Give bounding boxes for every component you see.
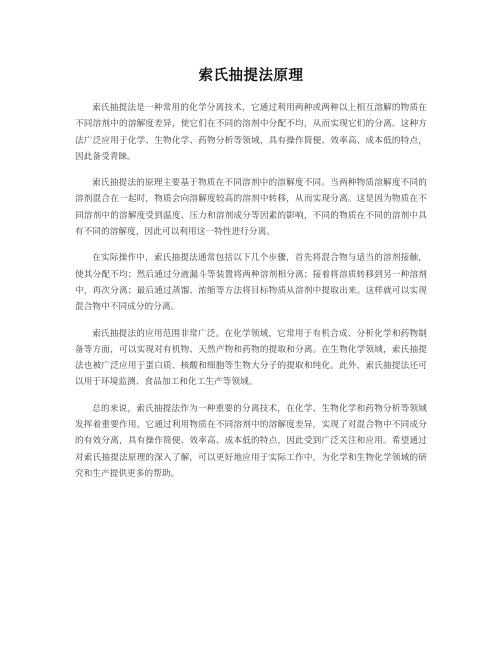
paragraph-procedure: 在实际操作中，索氏抽提法通常包括以下几个步骤，首先将混合物与适当的溶剂接触，使其分配不均；然后通过分液漏斗等装置将两种溶剂相分离；接着将溶质转移到另一种溶剂中，再次分离；最后通过蒸馏、浓缩等方法将目标物质从溶剂中提取出来。这样就可以实现混合物中不同成分的分离。 (75, 253, 427, 313)
document-title: 索氏抽提法原理 (198, 68, 304, 84)
paragraph-applications: 索氏抽提法的应用范围非常广泛。在化学领域，它常用于有机合成、分析化学和药物制备等方面，可以实现对有机物、天然产物和药物的提取和分离。在生物化学领域，索氏抽提法也被广泛应用于蛋白质、核酸和细胞等生物大分子的提取和纯化。此外，索氏抽提法还可以用于环境监测、食品加工和化工生产等领域。 (75, 328, 427, 388)
document-body (75, 100, 427, 492)
paragraph-intro: 索氏抽提法是一种常用的化学分离技术，它通过利用两种或两种以上相互溶解的物质在不同溶剂中的溶解度差异，使它们在不同的溶剂中分配不均，从而实现它们的分离。这种方法广泛应用于化学、生物化学、药物分析等领域，具有操作简便、效率高、成本低的特点，因此备受青睐。 (75, 103, 427, 162)
paragraph-conclusion: 总的来说，索氏抽提法作为一种重要的分离技术，在化学、生物化学和药物分析等领域发挥着重要作用。它通过利用物质在不同溶剂中的溶解度差异，实现了对混合物中不同成分的有效分离，具有操作简便、效率高、成本低的特点，因此受到广泛关注和应用。希望通过对索氏抽提法原理的深入了解，可以更好地应用于实际工作中，为化学和生物化学领域的研究和生产提供更多的帮助。 (75, 403, 427, 479)
paragraph-principle: 索氏抽提法的原理主要基于物质在不同溶剂中的溶解度不同。当两种物质溶解度不同的溶剂混合在一起时，物质会向溶解度较高的溶剂中转移，从而实现分离。这是因为物质在不同溶剂中的溶解度受到温度、压力和溶剂成分等因素的影响，不同的物质在不同的溶剂中具有不同的溶解度，因此可以利用这一特性进行分离。 (75, 178, 427, 238)
